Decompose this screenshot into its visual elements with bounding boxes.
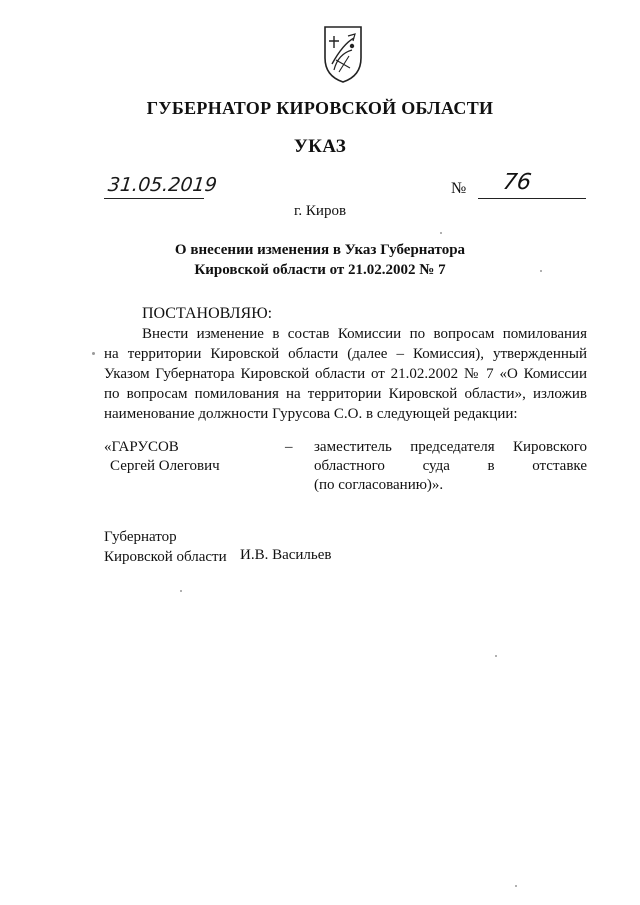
decree-subject [0,240,640,280]
document-type: УКАЗ [293,136,347,157]
body-line: по вопросам помилования на территории Кировской области», изложив [104,386,587,402]
scan-speck [515,885,517,887]
subject-line: Кировской области от 21.02.2002 № 7 [194,262,446,278]
signatory-name: И.В. Васильев [240,547,332,563]
decree-number: 76 [501,170,533,195]
position-text [314,438,587,495]
member-surname: «ГАРУСОВ [104,439,179,455]
scan-speck [180,590,182,592]
date-underline [104,198,204,199]
signatory-role [104,527,227,567]
scan-speck [540,270,542,272]
body-line: Указом Губернатора Кировской области от 21.02.2002 № 7 «О Комиссии [104,366,587,382]
scan-speck [495,655,497,657]
signatory-role-line: Кировской области [104,549,227,565]
position-line: заместитель председателя Кировского [314,439,587,455]
member-name [104,438,220,476]
decree-body [104,324,587,424]
position-line: областного суда в отставке [314,458,587,474]
position-dash: – [285,439,293,455]
city: г. Киров [293,203,347,219]
position-line: (по согласованию)». [314,477,444,493]
number-label: № [451,180,467,197]
body-line: на территории Кировской области (далее – Комиссия), утвержденный [104,346,587,362]
body-line: наименование должности Гурусова С.О. в следующей редакции: [104,406,518,422]
scan-speck [92,352,95,355]
subject-line: О внесении изменения в Указ Губернатора [174,242,466,258]
number-underline [478,198,586,199]
coat-of-arms-icon [322,24,364,84]
signatory-role-line: Губернатор [104,529,177,545]
decree-date: 31.05.2019 [106,174,218,196]
member-given-names: Сергей Олегович [110,458,220,474]
scan-speck [440,232,442,234]
resolve-word: ПОСТАНОВЛЯЮ: [142,305,273,322]
body-line: Внести изменение в состав Комиссии по вопросам помилования [142,326,587,342]
issuing-authority: ГУБЕРНАТОР КИРОВСКОЙ ОБЛАСТИ [146,98,494,118]
